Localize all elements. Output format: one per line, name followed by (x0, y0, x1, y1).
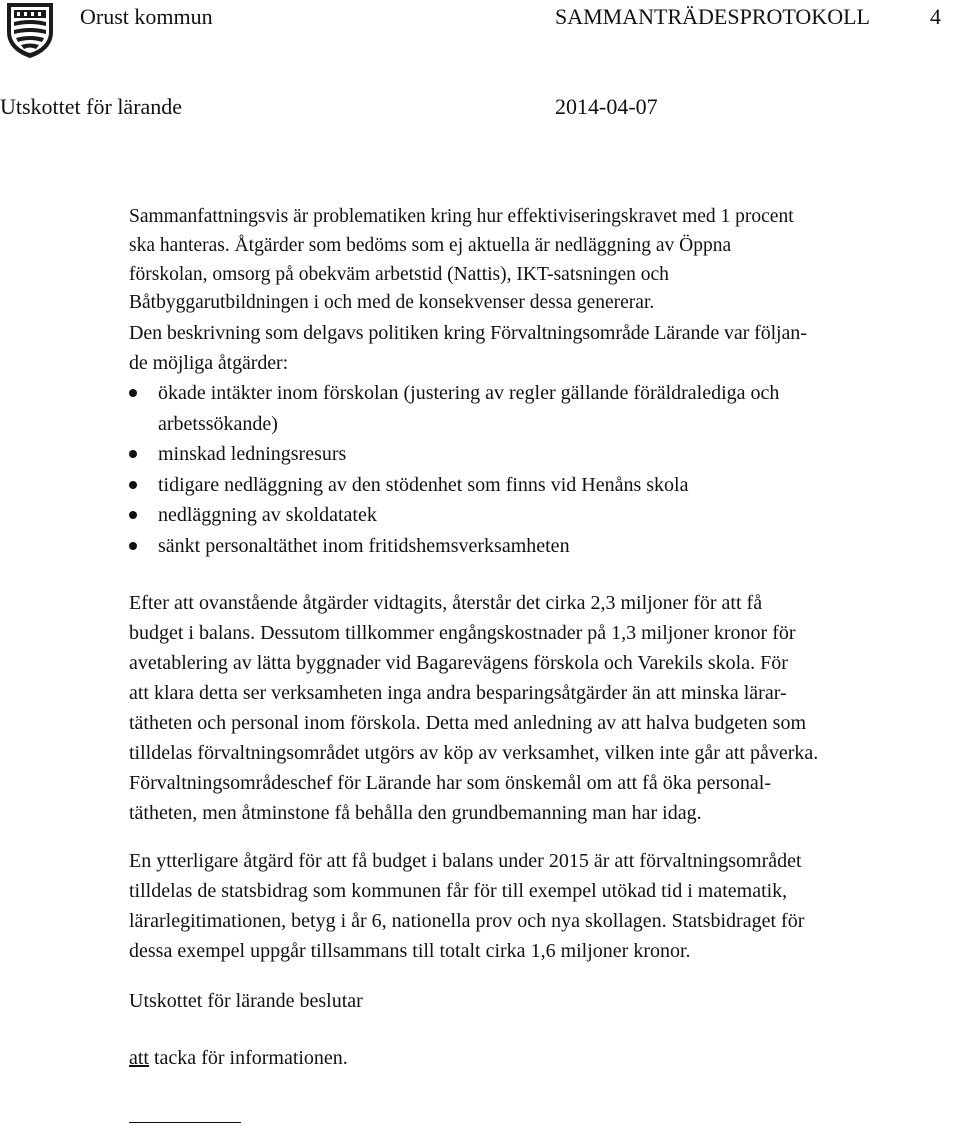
list-item (129, 531, 954, 562)
grants-paragraph (129, 846, 954, 966)
text-line: Den beskrivning som delgavs politiken kring Förvaltningsområde Lärande var följan- (129, 322, 807, 344)
text-line: budget i balans. Dessutom tillkommer engångskostnader på 1,3 miljoner kronor för (129, 622, 796, 644)
text-line: tätheten och personal inom förskola. Detta med anledning av att halva budgeten som (129, 712, 807, 734)
text-line: ökade intäkter inom förskolan (justering av regler gällande föräldralediga och (158, 382, 780, 404)
text-line: avetablering av lätta byggnader vid Bagarevägens förskola och Varekils skola. För (129, 652, 788, 674)
text-line: tidigare nedläggning av den stödenhet som finns vid Henåns skola (158, 473, 689, 496)
text-line: de möjliga åtgärder: (129, 352, 289, 374)
text-line: Båtbyggarutbildningen i och med de konsekvenser dessa genererar. (129, 292, 655, 314)
text-line: Efter att ovanstående åtgärder vidtagits, återstår det cirka 2,3 miljoner för att få (129, 592, 763, 614)
bullet-icon (129, 481, 137, 489)
text-line: Förvaltningsområdeschef för Lärande har som önskemål om att få öka personal- (129, 772, 772, 794)
page-number: 4 (930, 4, 941, 29)
text-line: arbetssökande) (158, 412, 278, 435)
att-keyword: att (129, 1047, 149, 1069)
text-line: nedläggning av skoldatatek (158, 504, 377, 526)
text-line: sänkt personaltäthet inom fritidshemsverksamheten (158, 534, 570, 557)
text-line: dessa exempel uppgår tillsammans till totalt cirka 1,6 miljoner kronor. (129, 940, 691, 962)
text-line: En ytterligare åtgärd för att få budget i balans under 2015 är att förvaltningsområdet (129, 850, 802, 872)
text-line: lärarlegitimationen, betyg i år 6, nationella prov och nya skollagen. Statsbidraget för (129, 910, 805, 932)
text-line: ska hanteras. Åtgärder som bedöms som ej aktuella är nedläggning av Öppna (129, 234, 732, 256)
bullet-icon (129, 450, 137, 458)
text-line: minskad ledningsresurs (158, 443, 347, 465)
meeting-date: 2014-04-07 (555, 94, 658, 119)
decision-text (129, 1043, 954, 1073)
list-item (129, 470, 954, 501)
list-item (129, 378, 954, 439)
bullet-icon (129, 542, 137, 550)
list-item (129, 439, 954, 470)
summary-paragraph (129, 203, 954, 318)
balance-paragraph (129, 588, 954, 828)
bullet-icon (129, 511, 137, 519)
measures-intro-paragraph (129, 318, 954, 378)
committee-name: Utskottet för lärande (0, 94, 183, 119)
text-line: tätheten, men åtminstone få behålla den grundbemanning man har idag. (129, 802, 702, 824)
document-type: SAMMANTRÄDESPROTOKOLL (555, 4, 870, 29)
municipality-name: Orust kommun (80, 4, 213, 29)
text-line: Sammanfattningsvis är problematiken kring hur effektiviseringskravet med 1 procent (129, 206, 794, 227)
text-line: förskolan, omsorg på obekväm arbetstid (Nattis), IKT-satsningen och (129, 263, 669, 285)
text-line: tilldelas de statsbidrag som kommunen får för till exempel utökad tid i matematik, (129, 880, 788, 902)
bullet-icon (129, 389, 137, 397)
list-item (129, 500, 954, 531)
decision-heading: Utskottet för lärande beslutar (129, 990, 363, 1012)
measures-list (129, 378, 954, 561)
text-line: tilldelas förvaltningsområdet utgörs av köp av verksamhet, vilken inte går att påverka. (129, 742, 819, 764)
decision-body: tacka för informationen. (149, 1047, 348, 1069)
text-line: att klara detta ser verksamheten inga andra besparingsåtgärder än att minska lärar- (129, 682, 787, 704)
municipal-coat-of-arms-icon (4, 0, 56, 60)
signature-line (129, 1122, 241, 1123)
